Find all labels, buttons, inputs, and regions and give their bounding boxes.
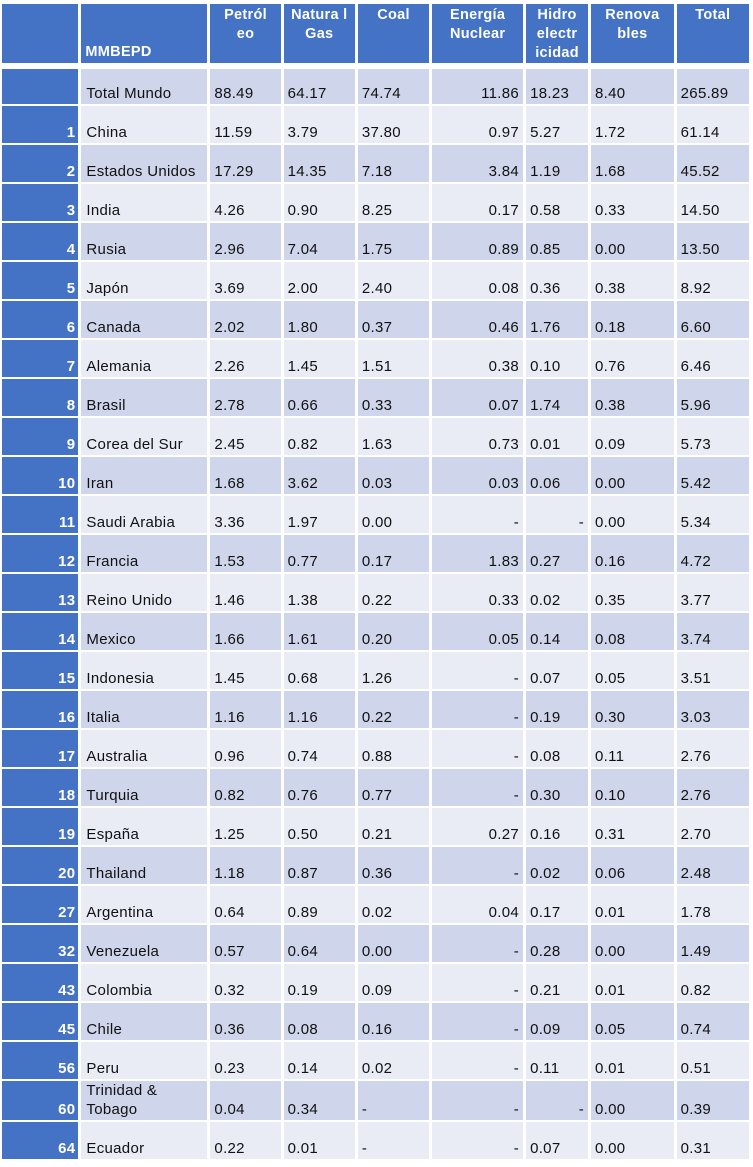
value-cell: 5.34 [677,496,749,533]
value-cell: - [432,730,523,767]
rank-cell: 12 [2,535,78,572]
value-cell: 0.34 [284,1081,355,1120]
value-cell: 0.07 [526,1122,588,1159]
value-cell: 2.70 [677,808,749,845]
country-cell: Colombia [81,964,207,1001]
value-cell: 37.80 [358,106,429,143]
value-cell: 0.33 [432,574,523,611]
value-cell: 0.06 [591,847,674,884]
rank-cell: 60 [2,1081,78,1120]
value-cell: 0.32 [210,964,280,1001]
value-cell: 1.78 [677,886,749,923]
rank-header [2,4,78,63]
country-cell: Italia [81,691,207,728]
value-cell: 8.92 [677,262,749,299]
value-cell: 0.30 [591,691,674,728]
value-cell: - [432,1122,523,1159]
value-cell: 1.97 [284,496,355,533]
country-cell: Total Mundo [81,69,207,104]
table-row [2,535,749,572]
value-cell: - [432,847,523,884]
value-cell: 2.96 [210,223,280,260]
value-cell: 0.09 [526,1003,588,1040]
value-cell: 0.08 [432,262,523,299]
value-cell: 2.48 [677,847,749,884]
rank-cell: 13 [2,574,78,611]
value-cell: 0.02 [526,574,588,611]
value-cell: 0.82 [284,418,355,455]
value-cell: - [432,496,523,533]
country-cell: Australia [81,730,207,767]
value-cell: - [432,691,523,728]
rank-cell: 5 [2,262,78,299]
value-cell: 1.51 [358,340,429,377]
table-row [2,808,749,845]
value-cell: 0.07 [432,379,523,416]
table-row [2,340,749,377]
column-header-coal: Coal [358,4,429,63]
value-cell: 0.46 [432,301,523,338]
table-row [2,730,749,767]
table-row [2,496,749,533]
value-cell: 3.74 [677,613,749,650]
value-cell: 0.27 [432,808,523,845]
country-cell: Chile [81,1003,207,1040]
value-cell: 0.17 [526,886,588,923]
rank-cell: 17 [2,730,78,767]
value-cell: 0.10 [591,769,674,806]
value-cell: 3.62 [284,457,355,494]
value-cell: 0.28 [526,925,588,962]
value-cell: 0.03 [432,457,523,494]
value-cell: 11.86 [432,69,523,104]
table-row [2,925,749,962]
value-cell: - [432,925,523,962]
value-cell: 3.69 [210,262,280,299]
value-cell: 74.74 [358,69,429,104]
value-cell: 0.05 [591,1003,674,1040]
value-cell: 1.61 [284,613,355,650]
country-cell: India [81,184,207,221]
value-cell: 3.84 [432,145,523,182]
value-cell: 0.89 [284,886,355,923]
value-cell: 1.16 [210,691,280,728]
value-cell: 0.11 [591,730,674,767]
column-header-nuclear: Energía Nuclear [432,4,523,63]
value-cell: 0.06 [526,457,588,494]
value-cell: 0.01 [591,964,674,1001]
value-cell: 0.31 [677,1122,749,1159]
country-cell: Japón [81,262,207,299]
table-row [2,1081,749,1120]
header-row [2,4,749,63]
value-cell: 0.00 [358,925,429,962]
value-cell: 0.22 [358,574,429,611]
rank-cell: 2 [2,145,78,182]
value-cell: 0.31 [591,808,674,845]
value-cell: 0.08 [284,1003,355,1040]
value-cell: 1.74 [526,379,588,416]
value-cell: 0.09 [358,964,429,1001]
value-cell: 0.01 [591,1042,674,1079]
value-cell: 0.22 [358,691,429,728]
value-cell: 1.83 [432,535,523,572]
country-cell: Corea del Sur [81,418,207,455]
value-cell: 5.42 [677,457,749,494]
value-cell: 4.26 [210,184,280,221]
value-cell: 0.21 [358,808,429,845]
value-cell: 0.10 [526,340,588,377]
table-row [2,613,749,650]
country-cell: Reino Unido [81,574,207,611]
value-cell: 0.19 [526,691,588,728]
value-cell: 7.18 [358,145,429,182]
value-cell: - [432,1081,523,1120]
value-cell: - [358,1081,429,1120]
value-cell: 0.57 [210,925,280,962]
value-cell: 1.38 [284,574,355,611]
world-total-row [2,69,749,104]
table-row [2,301,749,338]
table-row [2,886,749,923]
value-cell: 0.16 [526,808,588,845]
value-cell: 1.46 [210,574,280,611]
table-row [2,457,749,494]
country-cell: Rusia [81,223,207,260]
country-cell: Estados Unidos [81,145,207,182]
value-cell: 0.96 [210,730,280,767]
rank-cell: 20 [2,847,78,884]
value-cell: 0.23 [210,1042,280,1079]
rank-cell: 8 [2,379,78,416]
table-row [2,1042,749,1079]
country-cell: Alemania [81,340,207,377]
table-row [2,652,749,689]
rank-cell: 14 [2,613,78,650]
value-cell: 1.68 [591,145,674,182]
rank-cell: 7 [2,340,78,377]
value-cell: 2.26 [210,340,280,377]
country-cell: Argentina [81,886,207,923]
value-cell: 2.45 [210,418,280,455]
value-cell: 0.02 [526,847,588,884]
table-row [2,418,749,455]
value-cell: - [432,769,523,806]
rank-cell: 19 [2,808,78,845]
value-cell: 14.50 [677,184,749,221]
value-cell: 0.90 [284,184,355,221]
column-header-hidroelectricidad: Hidro electr icidad [526,4,588,63]
value-cell: 8.40 [591,69,674,104]
value-cell: 1.45 [284,340,355,377]
value-cell: 0.30 [526,769,588,806]
value-cell: 0.16 [591,535,674,572]
value-cell: 64.17 [284,69,355,104]
value-cell: 3.03 [677,691,749,728]
value-cell: - [526,1081,588,1120]
rank-cell: 11 [2,496,78,533]
value-cell: 2.78 [210,379,280,416]
value-cell: 0.17 [432,184,523,221]
value-cell: 0.88 [358,730,429,767]
table-row [2,964,749,1001]
value-cell: - [358,1122,429,1159]
country-cell: Venezuela [81,925,207,962]
value-cell: 1.45 [210,652,280,689]
rank-cell: 56 [2,1042,78,1079]
value-cell: 0.04 [210,1081,280,1120]
value-cell: 6.60 [677,301,749,338]
rank-cell [2,69,78,104]
value-cell: 0.20 [358,613,429,650]
country-cell: España [81,808,207,845]
value-cell: 0.08 [526,730,588,767]
value-cell: 0.64 [284,925,355,962]
value-cell: 0.74 [284,730,355,767]
country-cell: Francia [81,535,207,572]
country-cell: Mexico [81,613,207,650]
value-cell: 45.52 [677,145,749,182]
value-cell: 0.37 [358,301,429,338]
value-cell: 0.02 [358,1042,429,1079]
table-row [2,145,749,182]
value-cell: 0.33 [591,184,674,221]
value-cell: 0.82 [210,769,280,806]
value-cell: 11.59 [210,106,280,143]
rank-cell: 27 [2,886,78,923]
country-cell: Trinidad & Tobago [81,1081,207,1120]
value-cell: 1.80 [284,301,355,338]
value-cell: 0.22 [210,1122,280,1159]
value-cell: - [432,964,523,1001]
value-cell: 0.19 [284,964,355,1001]
value-cell: 0.68 [284,652,355,689]
value-cell: 265.89 [677,69,749,104]
rank-cell: 15 [2,652,78,689]
rank-cell: 45 [2,1003,78,1040]
value-cell: 1.25 [210,808,280,845]
table-row [2,691,749,728]
unit-header: MMBEPD [81,4,207,63]
value-cell: - [432,1042,523,1079]
value-cell: 0.08 [591,613,674,650]
value-cell: 0.01 [591,886,674,923]
value-cell: 0.16 [358,1003,429,1040]
value-cell: 0.36 [358,847,429,884]
value-cell: 3.51 [677,652,749,689]
value-cell: 0.01 [526,418,588,455]
value-cell: 0.27 [526,535,588,572]
value-cell: 1.26 [358,652,429,689]
table-row [2,106,749,143]
value-cell: 0.04 [432,886,523,923]
value-cell: 0.97 [432,106,523,143]
value-cell: 1.76 [526,301,588,338]
table-row [2,379,749,416]
rank-cell: 43 [2,964,78,1001]
value-cell: 0.00 [591,223,674,260]
rank-cell: 18 [2,769,78,806]
country-cell: Indonesia [81,652,207,689]
value-cell: 0.39 [677,1081,749,1120]
value-cell: 0.85 [526,223,588,260]
value-cell: 8.25 [358,184,429,221]
value-cell: 0.00 [591,457,674,494]
rank-cell: 10 [2,457,78,494]
value-cell: 0.87 [284,847,355,884]
table-row [2,847,749,884]
rank-cell: 4 [2,223,78,260]
value-cell: 0.00 [591,1081,674,1120]
country-cell: Brasil [81,379,207,416]
value-cell: 2.76 [677,730,749,767]
value-cell: 0.01 [284,1122,355,1159]
value-cell: 3.77 [677,574,749,611]
value-cell: 0.00 [591,496,674,533]
country-cell: Thailand [81,847,207,884]
value-cell: 4.72 [677,535,749,572]
value-cell: 14.35 [284,145,355,182]
value-cell: 0.38 [591,379,674,416]
table-row [2,1003,749,1040]
value-cell: 0.38 [591,262,674,299]
value-cell: 0.33 [358,379,429,416]
value-cell: 0.76 [591,340,674,377]
value-cell: 5.27 [526,106,588,143]
value-cell: 0.17 [358,535,429,572]
country-cell: Saudi Arabia [81,496,207,533]
table-row [2,769,749,806]
value-cell: 0.77 [358,769,429,806]
value-cell: 1.18 [210,847,280,884]
energy-consumption-table [0,2,752,1161]
value-cell: 0.00 [591,1122,674,1159]
value-cell: 0.74 [677,1003,749,1040]
country-cell: Turquia [81,769,207,806]
value-cell: 1.49 [677,925,749,962]
value-cell: 0.00 [591,925,674,962]
value-cell: - [526,496,588,533]
value-cell: 5.96 [677,379,749,416]
value-cell: 13.50 [677,223,749,260]
country-cell: Ecuador [81,1122,207,1159]
value-cell: 0.00 [358,496,429,533]
rank-cell: 32 [2,925,78,962]
value-cell: 3.36 [210,496,280,533]
value-cell: 0.38 [432,340,523,377]
value-cell: 5.73 [677,418,749,455]
value-cell: 1.16 [284,691,355,728]
value-cell: 2.40 [358,262,429,299]
country-cell: China [81,106,207,143]
value-cell: 1.68 [210,457,280,494]
value-cell: 0.03 [358,457,429,494]
value-cell: 2.76 [677,769,749,806]
table-row [2,1122,749,1159]
value-cell: 0.36 [526,262,588,299]
value-cell: 0.21 [526,964,588,1001]
rank-cell: 1 [2,106,78,143]
value-cell: 0.35 [591,574,674,611]
value-cell: 1.75 [358,223,429,260]
value-cell: 0.50 [284,808,355,845]
value-cell: 3.79 [284,106,355,143]
value-cell: 0.73 [432,418,523,455]
value-cell: 0.77 [284,535,355,572]
value-cell: 0.14 [526,613,588,650]
table-row [2,574,749,611]
rank-cell: 16 [2,691,78,728]
value-cell: - [432,652,523,689]
value-cell: - [432,1003,523,1040]
column-header-renovables: Renova bles [591,4,674,63]
rank-cell: 6 [2,301,78,338]
value-cell: 2.00 [284,262,355,299]
value-cell: 1.19 [526,145,588,182]
rank-cell: 9 [2,418,78,455]
value-cell: 0.02 [358,886,429,923]
value-cell: 88.49 [210,69,280,104]
value-cell: 0.18 [591,301,674,338]
value-cell: 0.36 [210,1003,280,1040]
value-cell: 6.46 [677,340,749,377]
value-cell: 0.66 [284,379,355,416]
value-cell: 0.09 [591,418,674,455]
value-cell: 0.89 [432,223,523,260]
value-cell: 0.11 [526,1042,588,1079]
value-cell: 0.14 [284,1042,355,1079]
value-cell: 1.63 [358,418,429,455]
column-header-petroleo: Petról eo [210,4,280,63]
value-cell: 1.66 [210,613,280,650]
value-cell: 1.72 [591,106,674,143]
country-cell: Peru [81,1042,207,1079]
value-cell: 1.53 [210,535,280,572]
value-cell: 0.64 [210,886,280,923]
value-cell: 2.02 [210,301,280,338]
value-cell: 0.51 [677,1042,749,1079]
value-cell: 61.14 [677,106,749,143]
column-header-natural-gas: Natura l Gas [284,4,355,63]
table-row [2,262,749,299]
value-cell: 0.58 [526,184,588,221]
table-row [2,223,749,260]
country-cell: Iran [81,457,207,494]
value-cell: 0.76 [284,769,355,806]
country-cell: Canada [81,301,207,338]
rank-cell: 64 [2,1122,78,1159]
value-cell: 0.82 [677,964,749,1001]
table-row [2,184,749,221]
value-cell: 0.05 [591,652,674,689]
value-cell: 0.07 [526,652,588,689]
value-cell: 7.04 [284,223,355,260]
column-header-total: Total [677,4,749,63]
rank-cell: 3 [2,184,78,221]
value-cell: 17.29 [210,145,280,182]
value-cell: 0.05 [432,613,523,650]
value-cell: 18.23 [526,69,588,104]
